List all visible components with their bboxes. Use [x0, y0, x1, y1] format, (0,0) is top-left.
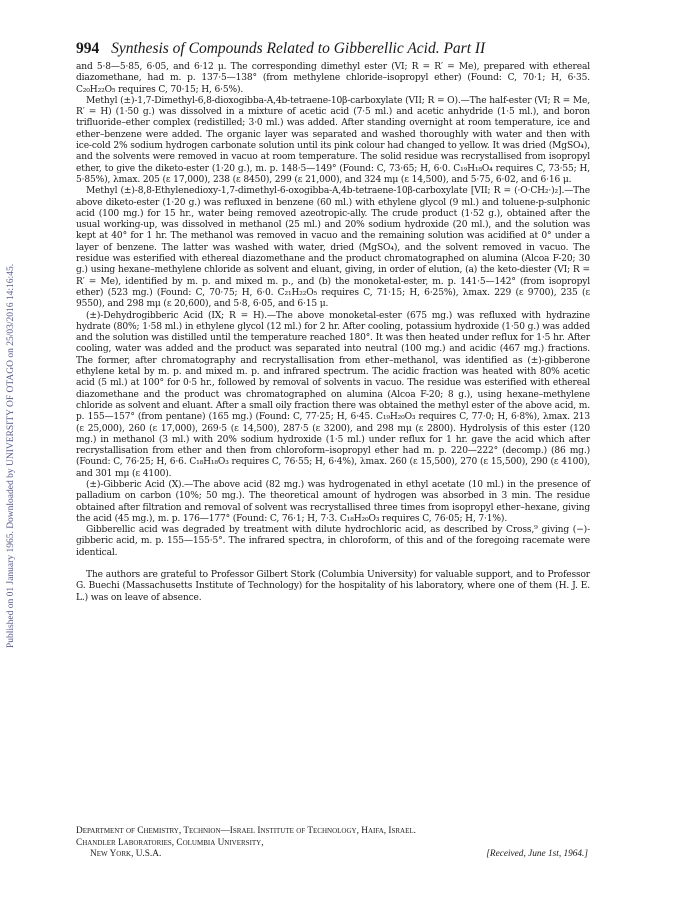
- affiliation-line: Chandler Laboratories, Columbia University,: [76, 837, 264, 848]
- paragraph-gibberic-acid: (±)-Gibberic Acid (X).—The above acid (82 mg.) was hydrogenated in ethyl acetate (10 ml.) in the presence of palladium on carbon (10%; 50 mg.). The theoretical amount of hydrogen was absorbed in 3 min. The residue obtained after filtration and removal of solvent was recrystallised three times from isopropyl ether–hexane, giving the acid (45 mg.), m. p. 176—177° (Found: C, 76·1; H, 7·3. C₁₈H₂₀O₃ requires C, 76·05; H, 7·1%).: [76, 479, 590, 524]
- affiliation-line: New York, U.S.A.: [90, 849, 162, 860]
- running-title: Synthesis of Compounds Related to Gibberellic Acid. Part II: [111, 40, 486, 57]
- paragraph-gibberellic-degradation: Gibberellic acid was degraded by treatment with dilute hydrochloric acid, as described by Cross,⁹ giving (−)-gibberic acid, m. p. 155—155·5°. The infrared spectra, in chloroform, of this and of the foregoing racemate were identical.: [76, 525, 590, 558]
- paragraph-monoketal-ester: Methyl (±)-8,8-Ethylenedioxy-1,7-dimethyl-6-oxogibba-A,4b-tetraene-10β-carboxylate [VII; R = (·O·CH₂·)₂].—The above diketo-ester (1·20 g.) was refluxed in benzene (60 ml.) with ethylene glycol (9 ml.) and toluene-p-sulphonic acid (100 mg.) for 15 hr., water being removed azeotropic-ally. The crude product (1·52 g.), obtained after the usual working-up, was dissolved in methanol (25 ml.) and 20% sodium hydroxide (20 ml.), and the solution was kept at 40° for 1 hr. The methanol was removed in vacuo and the remaining solution was acidified at 0° under a layer of benzene. The latter was washed with water, dried (MgSO₄), and the solvent removed in vacuo. The residue was esterified with ethereal diazomethane and the product chromatographed on alumina (Alcoa F-20; 30 g.) using hexane–methylene chloride as solvent and eluant, giving, in order of elution, (a) the keto-diester (VI; R = R′ = Me), identified by m. p. and mixed m. p., and (b) the monoketal-ester, m. p. 141·5—142° (from isopropyl ether) (523 mg.) (Found: C, 70·75; H, 6·0. C₂₁H₂₂O₅ requires C, 71·15; H, 6·25%), λmax. 229 (ε 9700), 235 (ε 9550), and 298 mμ (ε 20,600), and 5·8, 6·05, and 6·15 μ.: [76, 186, 590, 310]
- affiliation-line: Department of Chemistry, Technion—Israel Institute of Technology, Haifa, Israel.: [76, 826, 416, 836]
- paragraph-acknowledgements: The authors are grateful to Professor Gilbert Stork (Columbia University) for valuable support, and to Professor G. Buechi (Massachusetts Institute of Technology) for the hospitality of his laboratory, where one of them (H. J. E. L.) was on leave of absence.: [76, 570, 590, 603]
- article-body: [76, 62, 590, 604]
- affiliation-block: [76, 826, 590, 861]
- download-watermark-text: Published on 01 January 1965. Downloaded by UNIVERSITY OF OTAGO on 25/03/2016 14:16:45.: [6, 263, 16, 649]
- running-header: [76, 40, 590, 58]
- download-watermark: [0, 0, 22, 912]
- received-date: [Received, June 1st, 1964.]: [486, 849, 588, 860]
- journal-page: [76, 0, 590, 912]
- section-spacer: [76, 559, 590, 570]
- paragraph-dimethyl-ester: and 5·8—5·85, 6·05, and 6·12 μ. The corresponding dimethyl ester (VI; R = R′ = Me), prepared with ethereal diazomethane, had m. p. 137·5—138° (from methylene chloride–isopropyl ether) (Found: C, 70·1; H, 6·35. C₂₀H₂₂O₅ requires C, 70·15; H, 6·5%).: [76, 62, 590, 95]
- paragraph-diketo-ester: Methyl (±)-1,7-Dimethyl-6,8-dioxogibba-A,4b-tetraene-10β-carboxylate (VII; R = O).—The half-ester (VI; R = Me, R′ = H) (1·50 g.) was dissolved in a mixture of acetic acid (7·5 ml.) and acetic anhydride (1·5 ml.), and boron trifluoride–ether complex (redistilled; 3·0 ml.) was added. After standing overnight at room temperature, ice and ether–benzene were added. The organic layer was separated and washed thoroughly with water and then with ice-cold 2% sodium hydrogen carbonate solution until its pink colour had changed to yellow. It was dried (MgSO₄), and the solvents were removed in vacuo at room temperature. The solid residue was recrystallised from isopropyl ether, to give the diketo-ester (1·20 g.), m. p. 148·5—149° (Found: C, 73·65; H, 6·0. C₁₉H₁₈O₄ requires C, 73·55; H, 5·85%), λmax. 205 (ε 17,000), 238 (ε 8450), 299 (ε 21,000), and 324 mμ (ε 14,500), and 5·75, 6·02, and 6·16 μ.: [76, 95, 590, 185]
- page-number: 994: [76, 40, 100, 57]
- paragraph-dehydrogibberic-acid: (±)-Dehydrogibberic Acid (IX; R = H).—The above monoketal-ester (675 mg.) was refluxed with hydrazine hydrate (80%; 1·58 ml.) in ethylene glycol (12 ml.) for 2 hr. After cooling, potassium hydroxide (1·50 g.) was added and the solution was distilled until the temperature reached 180°. It was then heated under reflux for 1·5 hr. After cooling, water was added and the product was separated into neutral (100 mg.) and acidic (467 mg.) fractions. The former, after chromatography and recrystallisation from ether–methanol, was identified as (±)-gibberone ethylene ketal by m. p. and mixed m. p. and infrared spectrum. The acidic fraction was heated with 80% acetic acid (5 ml.) at 100° for 0·5 hr., followed by removal of solvents in vacuo. The residue was esterified with ethereal diazomethane and the product was chromatographed on alumina (Alcoa F-20; 8 g.), using hexane–methylene chloride as solvent and eluant. After a small oily fraction there was obtained the methyl ester of the above acid, m. p. 155—157° (from pentane) (165 mg.) (Found: C, 77·25; H, 6·45. C₁₉H₂₀O₃ requires C, 77·0; H, 6·8%), λmax. 213 (ε 25,000), 260 (ε 17,000), 269·5 (ε 14,500), 287·5 (ε 3200), and 298 mμ (ε 2800). Hydrolysis of this ester (120 mg.) in methanol (3 ml.) with 20% sodium hydroxide (1·5 ml.) under reflux for 1 hr. gave the acid which after recrystallisation from ether and then from chloroform–isopropyl ether had m. p. 220—222° (decomp.) (86 mg.) (Found: C, 76·25; H, 6·6. C₁₈H₁₈O₃ requires C, 76·55; H, 6·4%), λmax. 260 (ε 15,500), 270 (ε 15,500), 290 (ε 4100), and 301 mμ (ε 4100).: [76, 310, 590, 479]
